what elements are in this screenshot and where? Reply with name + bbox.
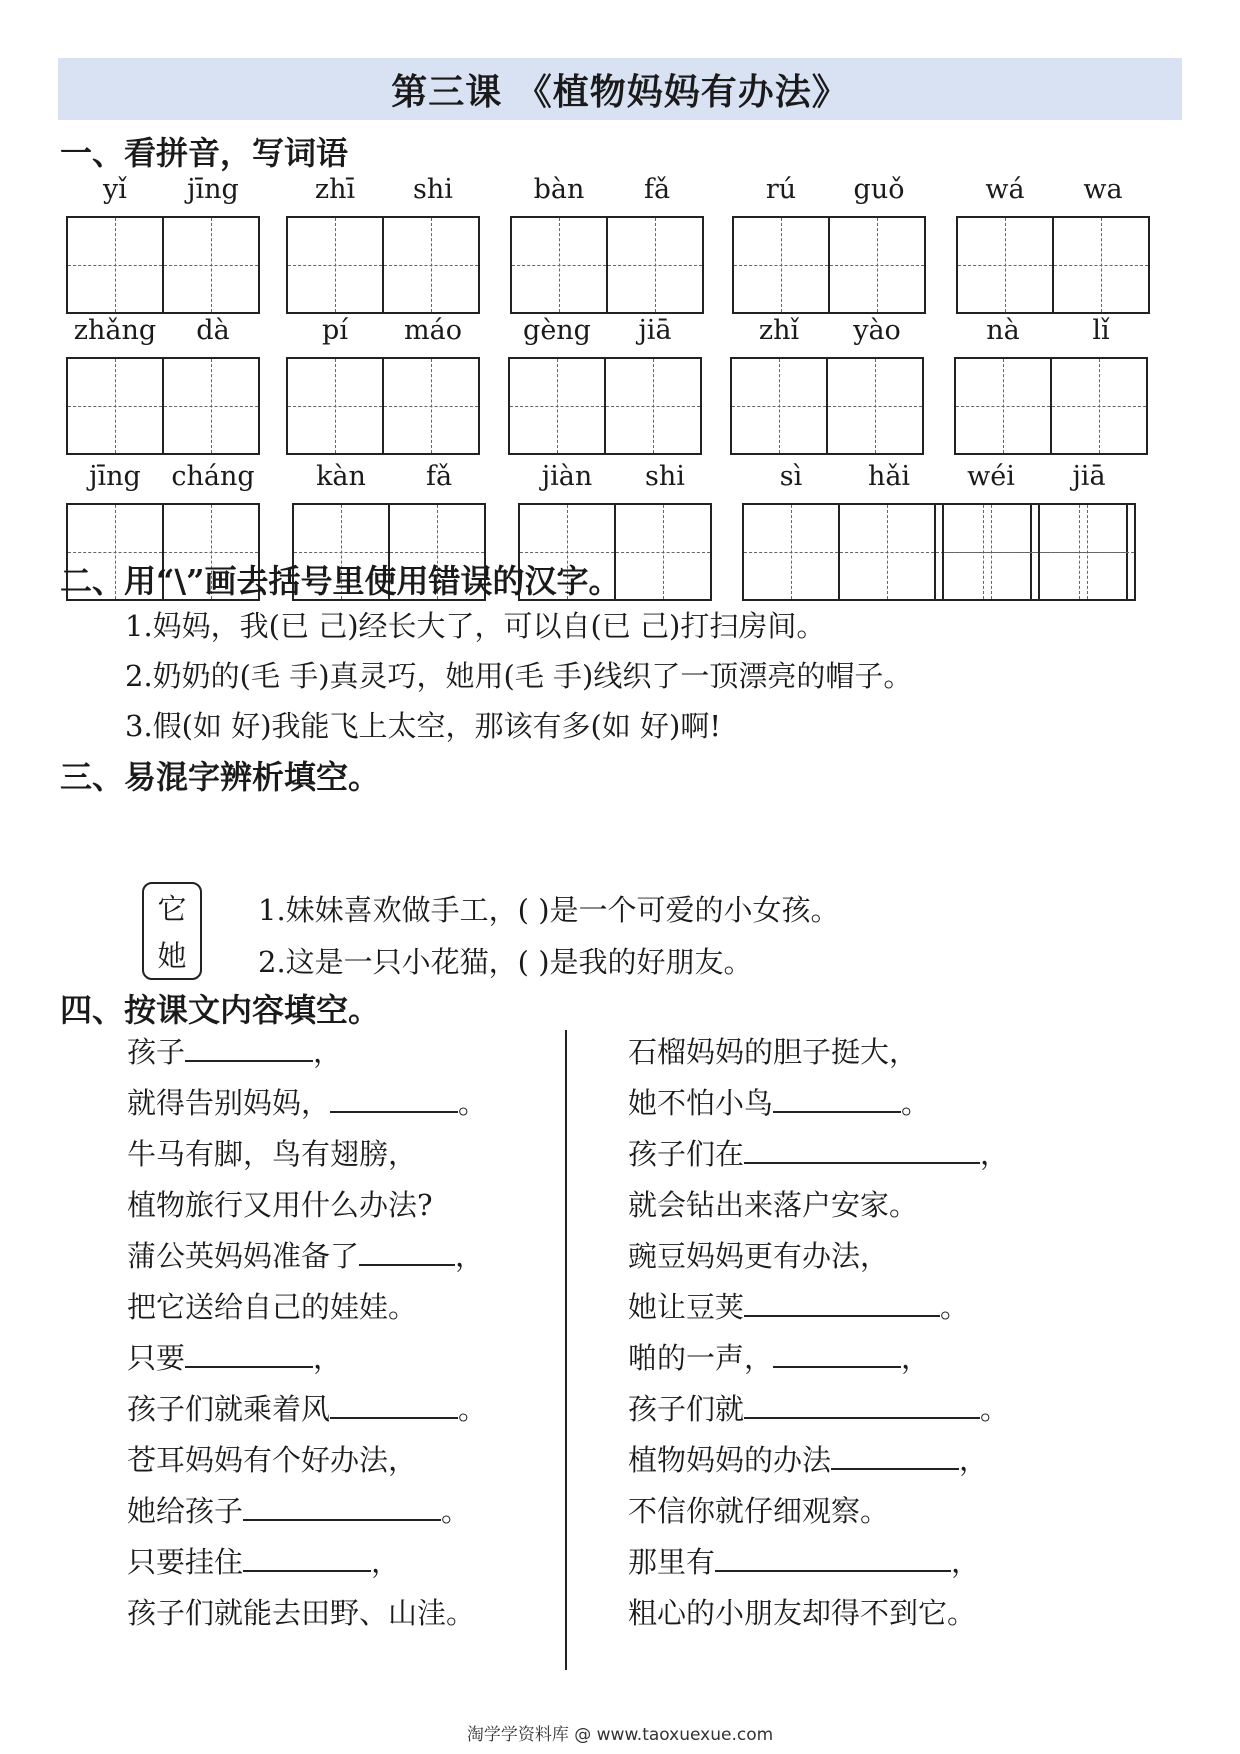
pinyin-syllable: máo	[404, 315, 462, 346]
pinyin-label	[954, 315, 1150, 346]
writing-cell[interactable]	[732, 216, 830, 314]
char-choice-box	[142, 882, 202, 980]
writing-cell[interactable]	[286, 357, 384, 455]
poem-line: 只要挂住 ，	[127, 1545, 401, 1579]
pinyin-syllable: lǐ	[1092, 315, 1110, 346]
poem-line: 那里有 ，	[628, 1545, 981, 1579]
pinyin-syllable: yǐ	[103, 174, 127, 205]
pinyin-syllable: wá	[985, 174, 1025, 205]
pinyin-label	[286, 315, 482, 346]
pinyin-syllable: bàn	[533, 174, 585, 205]
pinyin-syllable: fǎ	[425, 461, 453, 492]
pinyin-syllable: sì	[779, 461, 803, 492]
s2-line-2: 2.奶奶的(毛 手)真灵巧，她用(毛 手)线织了一顶漂亮的帽子。	[125, 659, 913, 693]
pinyin-syllable: fǎ	[643, 174, 671, 205]
pinyin-label	[942, 461, 1138, 492]
poem-line: 孩子们就能去田野、山洼。	[127, 1596, 476, 1630]
pinyin-syllable: jiā	[638, 315, 672, 346]
fill-blank[interactable]	[773, 1340, 901, 1368]
fill-blank[interactable]	[185, 1034, 313, 1062]
writing-cell[interactable]	[66, 357, 164, 455]
writing-cell[interactable]	[382, 357, 480, 455]
pinyin-syllable: shi	[413, 174, 453, 205]
title-bar	[58, 58, 1182, 120]
word-grid-8[interactable]	[508, 315, 702, 455]
char-choice-2: 她	[157, 939, 187, 973]
pinyin-syllable: jīng	[187, 174, 239, 205]
pinyin-syllable: wéi	[967, 461, 1015, 492]
poem-line: 就得告别妈妈， 。	[127, 1086, 488, 1120]
poem-line: 不信你就仔细观察。	[628, 1494, 890, 1528]
pinyin-syllable: zhǎng	[73, 315, 157, 346]
footer-watermark: 淘学学资料库 @ www.taoxuexue.com	[466, 1725, 774, 1745]
pinyin-label	[742, 461, 938, 492]
writing-cell[interactable]	[1052, 216, 1150, 314]
word-grid-7[interactable]	[286, 315, 480, 455]
pinyin-label	[730, 315, 926, 346]
poem-line: 她让豆荚 。	[628, 1290, 970, 1324]
pinyin-syllable: zhī	[314, 174, 356, 205]
poem-line: 植物旅行又用什么办法?	[127, 1188, 433, 1222]
s2-line-1: 1.妈妈，我(已 己)经长大了，可以自(已 己)打扫房间。	[125, 609, 826, 643]
poem-line: 孩子 ，	[127, 1035, 343, 1069]
word-grid-2[interactable]	[286, 174, 480, 314]
writing-cell[interactable]	[730, 357, 828, 455]
poem-line: 蒲公英妈妈准备了 ，	[127, 1239, 485, 1273]
pinyin-label	[66, 174, 262, 205]
writing-cell[interactable]	[382, 216, 480, 314]
pinyin-syllable: rú	[765, 174, 797, 205]
pinyin-syllable: zhǐ	[758, 315, 800, 346]
word-grid-3[interactable]	[510, 174, 704, 314]
s3-line-2: 2.这是一只小花猫，( )是我的好朋友。	[258, 945, 753, 979]
pinyin-label	[732, 174, 928, 205]
writing-cell[interactable]	[826, 357, 924, 455]
poem-line: 孩子们就 。	[628, 1392, 1010, 1426]
fill-blank[interactable]	[773, 1085, 901, 1113]
pinyin-syllable: jiàn	[541, 461, 593, 492]
pinyin-syllable: shi	[645, 461, 685, 492]
s2-line-3: 3.假(如 好)我能飞上太空，那该有多(如 好)啊!	[125, 709, 722, 743]
pinyin-label	[956, 174, 1152, 205]
char-choice-1: 它	[157, 892, 187, 926]
writing-cell[interactable]	[510, 216, 608, 314]
writing-cell[interactable]	[1050, 357, 1148, 455]
writing-cell[interactable]	[1038, 503, 1136, 601]
column-divider	[565, 1030, 567, 1670]
writing-cell[interactable]	[604, 357, 702, 455]
poem-line: 她不怕小鸟 。	[628, 1086, 931, 1120]
pinyin-syllable: cháng	[171, 461, 255, 492]
writing-cell[interactable]	[614, 503, 712, 601]
poem-line: 把它送给自己的娃娃。	[127, 1290, 418, 1324]
pinyin-syllable: kàn	[316, 461, 366, 492]
pinyin-syllable: jiā	[1072, 461, 1106, 492]
pinyin-syllable: gèng	[523, 315, 591, 346]
s3-line-1: 1.妹妹喜欢做手工，( )是一个可爱的小女孩。	[258, 893, 840, 927]
poem-line: 孩子们就乘着风 。	[127, 1392, 488, 1426]
word-grid-6[interactable]	[66, 315, 260, 455]
pinyin-syllable: hǎi	[867, 461, 911, 492]
word-grid-9[interactable]	[730, 315, 924, 455]
pinyin-syllable: jīng	[89, 461, 141, 492]
fill-blank[interactable]	[744, 1391, 980, 1419]
pinyin-syllable: dà	[196, 315, 230, 346]
writing-cell[interactable]	[162, 216, 260, 314]
poem-line: 只要 ，	[127, 1341, 343, 1375]
pinyin-syllable: guǒ	[853, 174, 905, 205]
pinyin-label	[508, 315, 704, 346]
section-1-heading: 一、看拼音，写词语	[60, 134, 349, 172]
fill-blank[interactable]	[330, 1391, 458, 1419]
poem-line: 啪的一声， ，	[628, 1341, 931, 1375]
fill-blank[interactable]	[359, 1238, 455, 1266]
poem-line: 她给孩子 。	[127, 1494, 471, 1528]
pinyin-syllable: wa	[1083, 174, 1123, 205]
writing-cell[interactable]	[508, 357, 606, 455]
pinyin-label	[518, 461, 714, 492]
poem-line: 石榴妈妈的胆子挺大，	[628, 1035, 919, 1069]
poem-line: 植物妈妈的办法 ，	[628, 1443, 989, 1477]
pinyin-label	[510, 174, 706, 205]
word-grid-4[interactable]	[732, 174, 926, 314]
word-grid-1[interactable]	[66, 174, 260, 314]
pinyin-label	[66, 315, 262, 346]
section-4-heading: 四、按课文内容填空。	[60, 991, 381, 1029]
fill-blank[interactable]	[744, 1136, 980, 1164]
pinyin-syllable: nà	[986, 315, 1020, 346]
fill-blank[interactable]	[744, 1289, 940, 1317]
writing-cell[interactable]	[838, 503, 936, 601]
word-grid-5[interactable]	[956, 174, 1150, 314]
poem-line: 孩子们在 ，	[628, 1137, 1010, 1171]
pinyin-syllable: yào	[853, 315, 901, 346]
fill-blank[interactable]	[185, 1340, 313, 1368]
section-3-heading: 三、易混字辨析填空。	[60, 758, 381, 796]
word-grid-10[interactable]	[954, 315, 1148, 455]
writing-cell[interactable]	[742, 503, 840, 601]
writing-cell[interactable]	[66, 216, 164, 314]
writing-cell[interactable]	[606, 216, 704, 314]
section-2-heading: 二、用“\”画去括号里使用错误的汉字。	[60, 562, 621, 600]
writing-cell[interactable]	[954, 357, 1052, 455]
fill-blank[interactable]	[243, 1493, 441, 1521]
poem-line: 粗心的小朋友却得不到它。	[628, 1596, 977, 1630]
fill-blank[interactable]	[243, 1544, 371, 1572]
writing-cell[interactable]	[828, 216, 926, 314]
poem-line: 牛马有脚，鸟有翅膀，	[127, 1137, 418, 1171]
poem-line: 苍耳妈妈有个好办法，	[127, 1443, 418, 1477]
page-title: 第三课 《植物妈妈有办法》	[391, 70, 849, 113]
writing-cell[interactable]	[162, 357, 260, 455]
fill-blank[interactable]	[715, 1544, 951, 1572]
fill-blank[interactable]	[831, 1442, 959, 1470]
word-grid-15[interactable]	[942, 461, 1136, 601]
pinyin-syllable: pí	[322, 315, 348, 346]
poem-line: 豌豆妈妈更有办法，	[628, 1239, 890, 1273]
pinyin-label	[286, 174, 482, 205]
fill-blank[interactable]	[330, 1085, 458, 1113]
pinyin-label	[292, 461, 488, 492]
pinyin-label	[66, 461, 262, 492]
poem-line: 就会钻出来落户安家。	[628, 1188, 919, 1222]
writing-cell[interactable]	[942, 503, 1040, 601]
writing-cell[interactable]	[286, 216, 384, 314]
writing-cell[interactable]	[956, 216, 1054, 314]
